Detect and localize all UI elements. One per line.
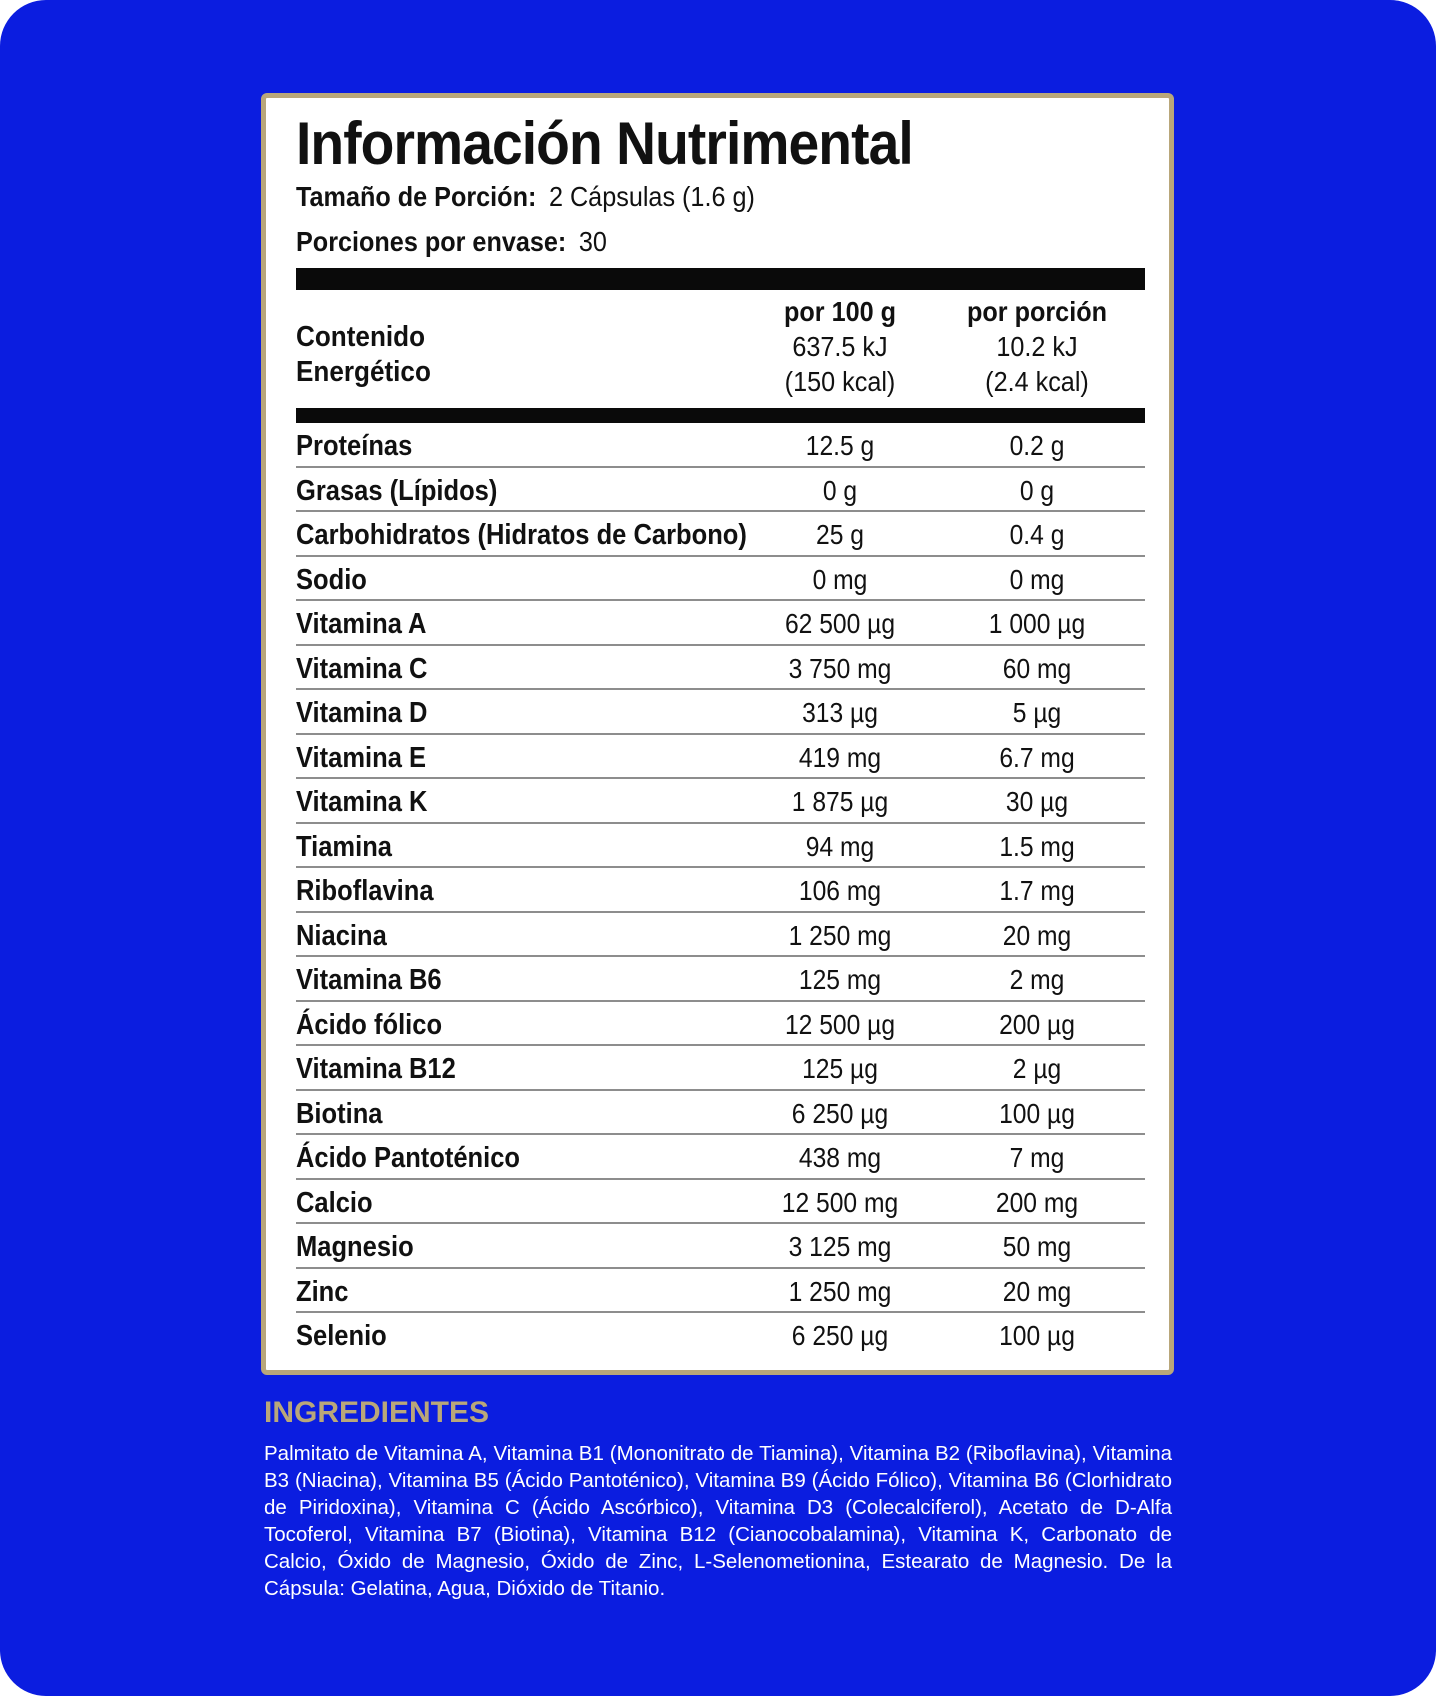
nutrient-name: Biotina (296, 1097, 383, 1130)
nutrient-per100-value: 1 250 mg (788, 919, 892, 951)
table-row (296, 1046, 1145, 1091)
nutrient-name: Zinc (296, 1275, 349, 1308)
nutrient-per100-value: 62 500 µg (784, 608, 896, 639)
nutrient-per100-value: 12 500 µg (784, 1008, 896, 1040)
nutrient-name: Ácido fólico (296, 1008, 443, 1041)
nutrient-name: Proteínas (296, 430, 413, 462)
serving-size-row (296, 180, 755, 214)
nutrient-name: Vitamina B6 (296, 964, 442, 996)
nutrient-name: Tiamina (296, 830, 392, 863)
nutrient-per100-value: 438 mg (798, 1142, 882, 1173)
serving-size-value: 2 Cápsulas (1.6 g) (548, 181, 755, 212)
energy-label-line2: Energético (296, 356, 431, 388)
table-row (296, 423, 1145, 468)
nutrient-per100-value: 1 875 µg (791, 786, 889, 817)
nutrient-per100-value: 0 g (822, 474, 858, 506)
ingredients-text: Palmitato de Vitamina A, Vitamina B1 (Mononitrato de Tiamina), Vitamina B2 (Riboflavina), Vitamina B3 (Niacina), Vitamina B5 (Ácido Pantoténico), Vitamina B9 (Ácido Fólico), Vitamina B6 (Clorhidrato de Piridoxina), Vitamina C (Ácido Ascórbico), Vitamina D3 (Colecalciferol), Acetato de D-Alfa Tocoferol, Vitamina B7 (Biotina), Vitamina B12 (Cianocobalamina), Vitamina K, Carbonato de Calcio, Óxido de Magnesio, Óxido de Zinc, L-Selenometionina, Estearato de Magnesio. De la Cápsula: Gelatina, Agua, Dióxido de Titanio. (264, 1442, 1172, 1600)
table-row (296, 1135, 1145, 1180)
nutrient-per100-value: 6 250 µg (791, 1097, 889, 1129)
nutrient-name: Vitamina E (296, 741, 427, 774)
table-row (296, 735, 1145, 780)
servings-value: 30 (578, 226, 607, 257)
nutrient-name: Vitamina C (296, 652, 428, 685)
nutrient-name: Ácido Pantoténico (296, 1142, 521, 1174)
nutrient-perserv-value: 100 µg (999, 1320, 1075, 1351)
energy-perserv-kcal: (2.4 kcal) (985, 366, 1089, 397)
nutrient-per100-value: 125 µg (802, 1053, 878, 1084)
nutrient-per100-value: 1 250 mg (788, 1275, 892, 1307)
nutrient-perserv-value: 0 mg (1009, 563, 1065, 595)
nutrient-perserv-value: 1.7 mg (999, 875, 1075, 906)
nutrient-name: Vitamina A (296, 608, 427, 640)
table-row (296, 557, 1145, 602)
nutrient-perserv-value: 200 mg (995, 1186, 1079, 1218)
table-row (296, 690, 1145, 735)
nutrient-perserv-value: 1.5 mg (999, 830, 1075, 862)
energy-label (296, 320, 476, 390)
nutrient-name: Carbohidratos (Hidratos de Carbono) (296, 519, 747, 551)
nutrient-name: Riboflavina (296, 875, 434, 907)
nutrient-perserv-value: 2 µg (1012, 1053, 1062, 1084)
nutrient-per100-value: 313 µg (802, 697, 878, 728)
table-row (296, 868, 1145, 913)
table-row (296, 1091, 1145, 1136)
energy-perserv-kj: 10.2 kJ (996, 331, 1078, 362)
divider-bar (296, 268, 1145, 290)
nutrient-perserv-value: 6.7 mg (999, 741, 1075, 773)
nutrient-per100-value: 106 mg (798, 875, 882, 906)
nutrient-name: Magnesio (296, 1231, 414, 1263)
nutrient-perserv-value: 0.4 g (1009, 519, 1065, 550)
energy-per100-kj: 637.5 kJ (792, 331, 888, 362)
servings-label: Porciones por envase: (296, 226, 567, 257)
nutrient-name: Vitamina D (296, 697, 428, 729)
nutrient-name: Niacina (296, 919, 387, 952)
table-row (296, 913, 1145, 958)
nutrient-per100-value: 3 750 mg (788, 652, 892, 684)
divider-bar (296, 408, 1145, 423)
nutrient-per100-value: 25 g (816, 519, 864, 550)
nutrient-table (296, 423, 1145, 1358)
nutrient-name: Calcio (296, 1186, 373, 1219)
nutrient-per100-value: 6 250 µg (791, 1320, 889, 1351)
nutrient-perserv-value: 0 g (1019, 474, 1055, 506)
serving-size-label: Tamaño de Porción: (296, 181, 537, 212)
nutrient-perserv-value: 7 mg (1009, 1142, 1065, 1173)
table-row (296, 824, 1145, 869)
nutrient-perserv-value: 200 µg (999, 1008, 1075, 1040)
nutrient-name: Sodio (296, 563, 367, 596)
table-row (296, 646, 1145, 691)
nutrient-per100-value: 12 500 mg (781, 1186, 899, 1218)
energy-section (296, 294, 1145, 404)
nutrient-perserv-value: 0.2 g (1009, 430, 1065, 461)
nutrient-perserv-value: 50 mg (1002, 1231, 1072, 1262)
nutrition-title: Información Nutrimental (296, 110, 913, 177)
table-row (296, 957, 1145, 1002)
nutrient-perserv-value: 30 µg (1005, 786, 1069, 817)
table-row (296, 468, 1145, 513)
nutrient-name: Vitamina B12 (296, 1053, 456, 1085)
energy-per100-column (750, 294, 930, 399)
nutrient-per100-value: 3 125 mg (788, 1231, 892, 1262)
ingredients-title: INGREDIENTES (264, 1396, 490, 1429)
table-row (296, 1002, 1145, 1047)
nutrient-perserv-value: 100 µg (999, 1097, 1075, 1129)
nutrient-per100-value: 0 mg (812, 563, 868, 595)
nutrient-name: Selenio (296, 1320, 387, 1352)
nutrient-perserv-value: 5 µg (1012, 697, 1062, 728)
nutrition-facts-panel (261, 93, 1174, 1375)
nutrient-name: Grasas (Lípidos) (296, 474, 498, 507)
table-row (296, 601, 1145, 646)
energy-per100-kcal: (150 kcal) (784, 366, 896, 397)
energy-perserv-column (947, 294, 1127, 399)
nutrient-per100-value: 94 mg (805, 830, 875, 862)
energy-label-line1: Contenido (296, 321, 426, 353)
table-row (296, 1313, 1145, 1358)
nutrient-perserv-value: 60 mg (1002, 652, 1072, 684)
nutrient-perserv-value: 20 mg (1002, 1275, 1072, 1307)
nutrient-perserv-value: 2 mg (1009, 964, 1065, 995)
nutrient-per100-value: 12.5 g (805, 430, 875, 461)
servings-per-container-row (296, 225, 607, 259)
perserv-header: por porción (966, 296, 1107, 327)
nutrient-per100-value: 419 mg (798, 741, 882, 773)
table-row (296, 512, 1145, 557)
per100-header: por 100 g (783, 296, 897, 327)
table-row (296, 779, 1145, 824)
table-row (296, 1269, 1145, 1314)
nutrient-per100-value: 125 mg (798, 964, 882, 995)
nutrient-name: Vitamina K (296, 786, 428, 818)
table-row (296, 1180, 1145, 1225)
nutrient-perserv-value: 20 mg (1002, 919, 1072, 951)
nutrient-perserv-value: 1 000 µg (988, 608, 1086, 639)
table-row (296, 1224, 1145, 1269)
